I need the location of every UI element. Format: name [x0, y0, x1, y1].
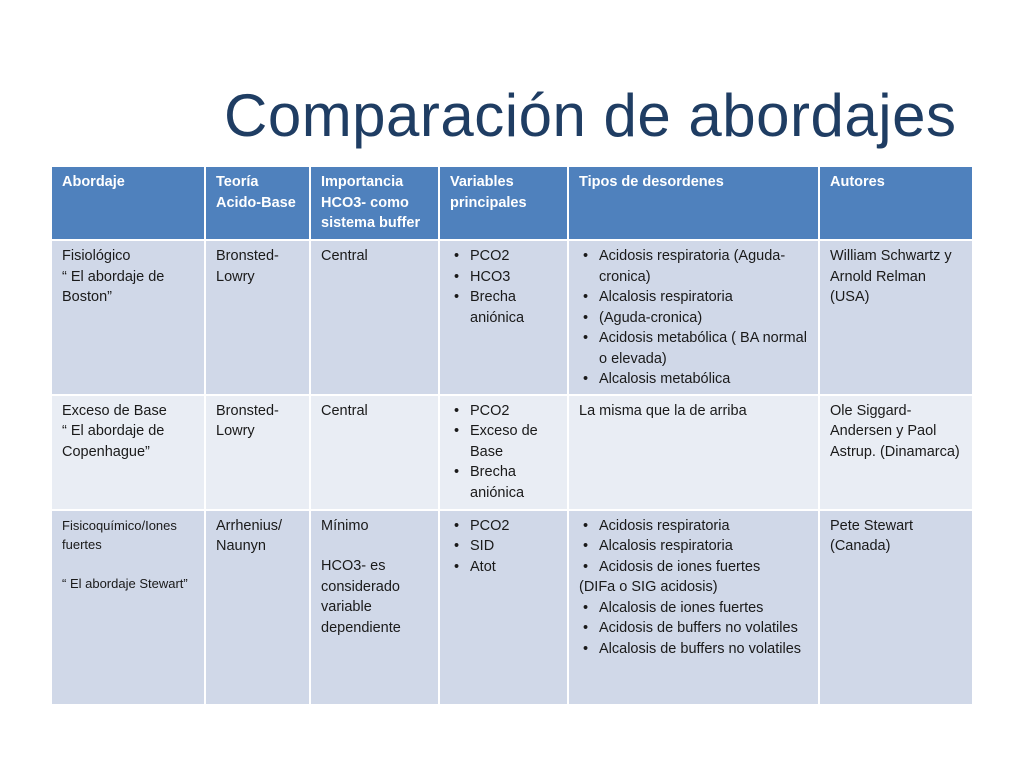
variables-list	[450, 516, 557, 578]
list-item: • Brecha aniónica	[450, 287, 557, 328]
cell-teoria: Arrhenius/ Naunyn	[205, 510, 310, 705]
slide-title: Comparación de abordajes	[224, 82, 957, 149]
list-item: (DIFa o SIG acidosis)	[579, 579, 718, 595]
table-row	[51, 510, 973, 705]
comparison-table	[50, 165, 974, 706]
cell-abordaje	[51, 510, 205, 705]
list-item: • Brecha aniónica	[450, 462, 557, 503]
list-item: • Alcalosis de buffers no volatiles	[579, 639, 808, 660]
list-item: • Atot	[450, 557, 557, 578]
importancia-value: Mínimo	[321, 517, 369, 534]
cell-teoria: Bronsted-Lowry	[205, 395, 310, 510]
cell-importancia	[310, 510, 439, 705]
list-item: • PCO2	[450, 401, 557, 422]
list-item: • Acidosis metabólica ( BA normal o elevada)	[579, 328, 808, 369]
spacer	[321, 536, 428, 556]
abordaje-subtitle: “ El abordaje de Boston”	[62, 268, 165, 305]
list-item: • Alcalosis respiratoria	[579, 536, 808, 557]
table-row	[51, 240, 973, 395]
list-item: • Acidosis respiratoria	[579, 516, 808, 537]
cell-variables	[439, 510, 568, 705]
list-item: • Alcalosis de iones fuertes	[579, 598, 808, 619]
list-item: • Alcalosis respiratoria	[579, 287, 808, 308]
cell-importancia: Central	[310, 240, 439, 395]
cell-importancia: Central	[310, 395, 439, 510]
cell-tipos: La misma que la de arriba	[568, 395, 819, 510]
header-abordaje: Abordaje	[51, 166, 205, 240]
variables-list	[450, 246, 557, 328]
cell-abordaje	[51, 240, 205, 395]
header-tipos: Tipos de desordenes	[568, 166, 819, 240]
cell-tipos	[568, 510, 819, 705]
list-item: • HCO3	[450, 267, 557, 288]
abordaje-name: Fisiológico	[62, 248, 131, 264]
cell-teoria: Bronsted-Lowry	[205, 240, 310, 395]
list-item: • Alcalosis metabólica	[579, 369, 808, 390]
abordaje-name: Exceso de Base	[62, 402, 167, 419]
cell-variables	[439, 395, 568, 510]
list-item: • (Aguda-cronica)	[579, 308, 808, 329]
cell-variables	[439, 240, 568, 395]
tipos-list	[579, 516, 808, 660]
list-item: • Acidosis respiratoria (Aguda-cronica)	[579, 246, 808, 287]
header-autores: Autores	[819, 166, 973, 240]
tipos-list	[579, 246, 808, 390]
importancia-note: HCO3- es considerado variable dependiente	[321, 558, 401, 636]
cell-tipos	[568, 240, 819, 395]
list-item: • SID	[450, 536, 557, 557]
table-header-row	[51, 166, 973, 240]
list-item: • PCO2	[450, 516, 557, 537]
cell-autores: William Schwartz y Arnold Relman (USA)	[819, 240, 973, 395]
cell-abordaje	[51, 395, 205, 510]
abordaje-subtitle: “ El abordaje Stewart”	[62, 575, 188, 591]
list-item: • Acidosis de iones fuertes	[579, 557, 808, 578]
header-teoria: Teoría Acido-Base	[205, 166, 310, 240]
table-row	[51, 395, 973, 510]
variables-list	[450, 401, 557, 504]
header-variables: Variables principales	[439, 166, 568, 240]
header-importancia: Importancia HCO3- como sistema buffer	[310, 166, 439, 240]
abordaje-name: Fisicoquímico/Iones fuertes	[62, 517, 177, 552]
list-item: • Exceso de Base	[450, 421, 557, 462]
cell-autores: Pete Stewart (Canada)	[819, 510, 973, 705]
spacer	[62, 554, 194, 574]
list-item: • Acidosis de buffers no volatiles	[579, 618, 808, 639]
cell-autores: Ole Siggard-Andersen y Paol Astrup. (Dinamarca)	[819, 395, 973, 510]
list-item: • PCO2	[450, 246, 557, 267]
abordaje-subtitle: “ El abordaje de Copenhague”	[62, 423, 165, 460]
